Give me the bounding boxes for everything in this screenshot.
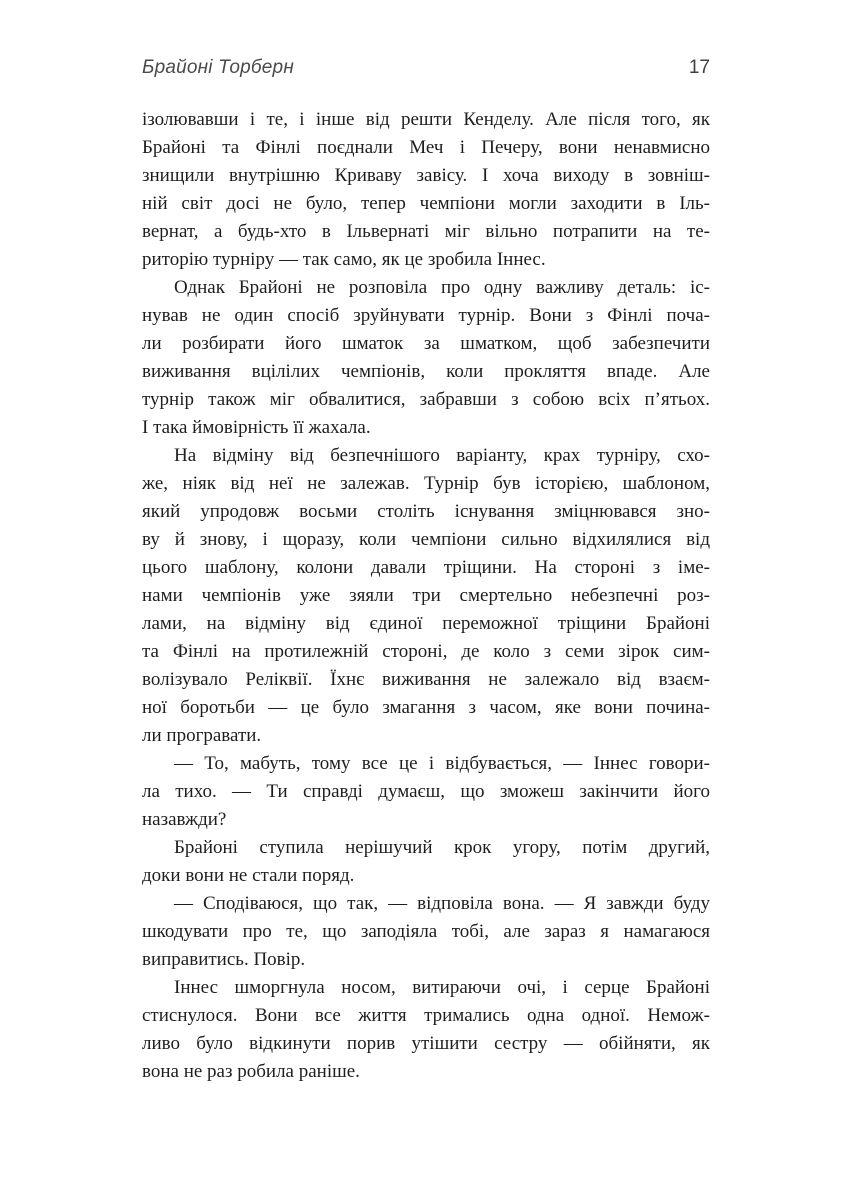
text-line: ли програвати.: [142, 725, 262, 746]
running-title: Брайоні Торберн: [142, 57, 294, 78]
text-line: ізолювавши і те, і інше від решти Кенделу. Але після того, як: [142, 109, 710, 130]
text-line: На відміну від безпечнішого варіанту, крах турніру, схо-: [174, 445, 710, 466]
text-line: — Сподіваюся, що так, — відповіла вона. — Я завжди буду: [174, 893, 710, 914]
text-line: вона не раз робила раніше.: [142, 1061, 360, 1082]
text-line: цього шаблону, колони давали тріщини. На стороні з іме-: [142, 557, 710, 578]
text-line: лами, на відміну від єдиної переможної тріщини Брайоні: [142, 613, 710, 634]
text-line: Брайоні та Фінлі поєднали Меч і Печеру, вони ненавмисно: [142, 137, 710, 158]
text-line: ву й знову, і щоразу, коли чемпіони сильно відхилялися від: [142, 529, 710, 550]
text-line: доки вони не стали поряд.: [142, 865, 355, 886]
text-line: ла тихо. — Ти справді думаєш, що зможеш закінчити його: [142, 781, 710, 802]
running-header: [142, 57, 710, 79]
text-line: турнір також міг обвалитися, забравши з собою всіх п’ятьох.: [142, 389, 710, 410]
text-line: же, ніяк від неї не залежав. Турнір був історією, шаблоном,: [142, 473, 710, 494]
text-line: ливо було відкинути порив утішити сестру — обійняти, як: [142, 1033, 710, 1054]
text-line: Однак Брайоні не розповіла про одну важливу деталь: іс-: [174, 277, 710, 298]
text-line: вернат, а будь-хто в Ільвернаті міг вільно потрапити на те-: [142, 221, 710, 242]
text-line: шкодувати про те, що заподіяла тобі, але зараз я намагаюся: [142, 921, 710, 942]
text-line: волізувало Реліквії. Їхнє виживання не залежало від взаєм-: [142, 669, 710, 690]
page-number: 17: [688, 57, 710, 78]
text-line: нував не один спосіб зруйнувати турнір. Вони з Фінлі поча-: [142, 305, 710, 326]
text-line: Брайоні ступила нерішучий крок угору, потім другий,: [174, 837, 710, 858]
text-block: [142, 106, 710, 1086]
text-line: ли розбирати його шматок за шматком, щоб забезпечити: [142, 333, 710, 354]
text-line: — То, мабуть, тому все це і відбувається, — Іннес говори-: [174, 753, 710, 774]
text-line: Іннес шморгнула носом, витираючи очі, і серце Брайоні: [174, 977, 710, 998]
text-line: який упродовж восьми століть існування зміцнювався зно-: [142, 501, 710, 522]
text-line: виживання вцілілих чемпіонів, коли прокляття впаде. Але: [142, 361, 710, 382]
text-line: риторію турніру — так само, як це зробила Іннес.: [142, 249, 546, 270]
text-line: та Фінлі на протилежній стороні, де коло з семи зірок сим-: [142, 641, 710, 662]
text-line: виправитись. Повір.: [142, 949, 306, 970]
text-line: ної боротьби — це було змагання з часом, яке вони почина-: [142, 697, 710, 718]
text-line: знищили внутрішню Криваву завісу. І хоча виходу в зовніш-: [142, 165, 710, 186]
text-line: ній світ досі не було, тепер чемпіони могли заходити в Іль-: [142, 193, 710, 214]
text-line: І така ймовірність її жахала.: [142, 417, 371, 438]
text-line: стиснулося. Вони все життя тримались одна одної. Немож-: [142, 1005, 710, 1026]
text-line: нами чемпіонів уже зяяли три смертельно небезпечні роз-: [142, 585, 710, 606]
text-line: назавжди?: [142, 809, 227, 830]
